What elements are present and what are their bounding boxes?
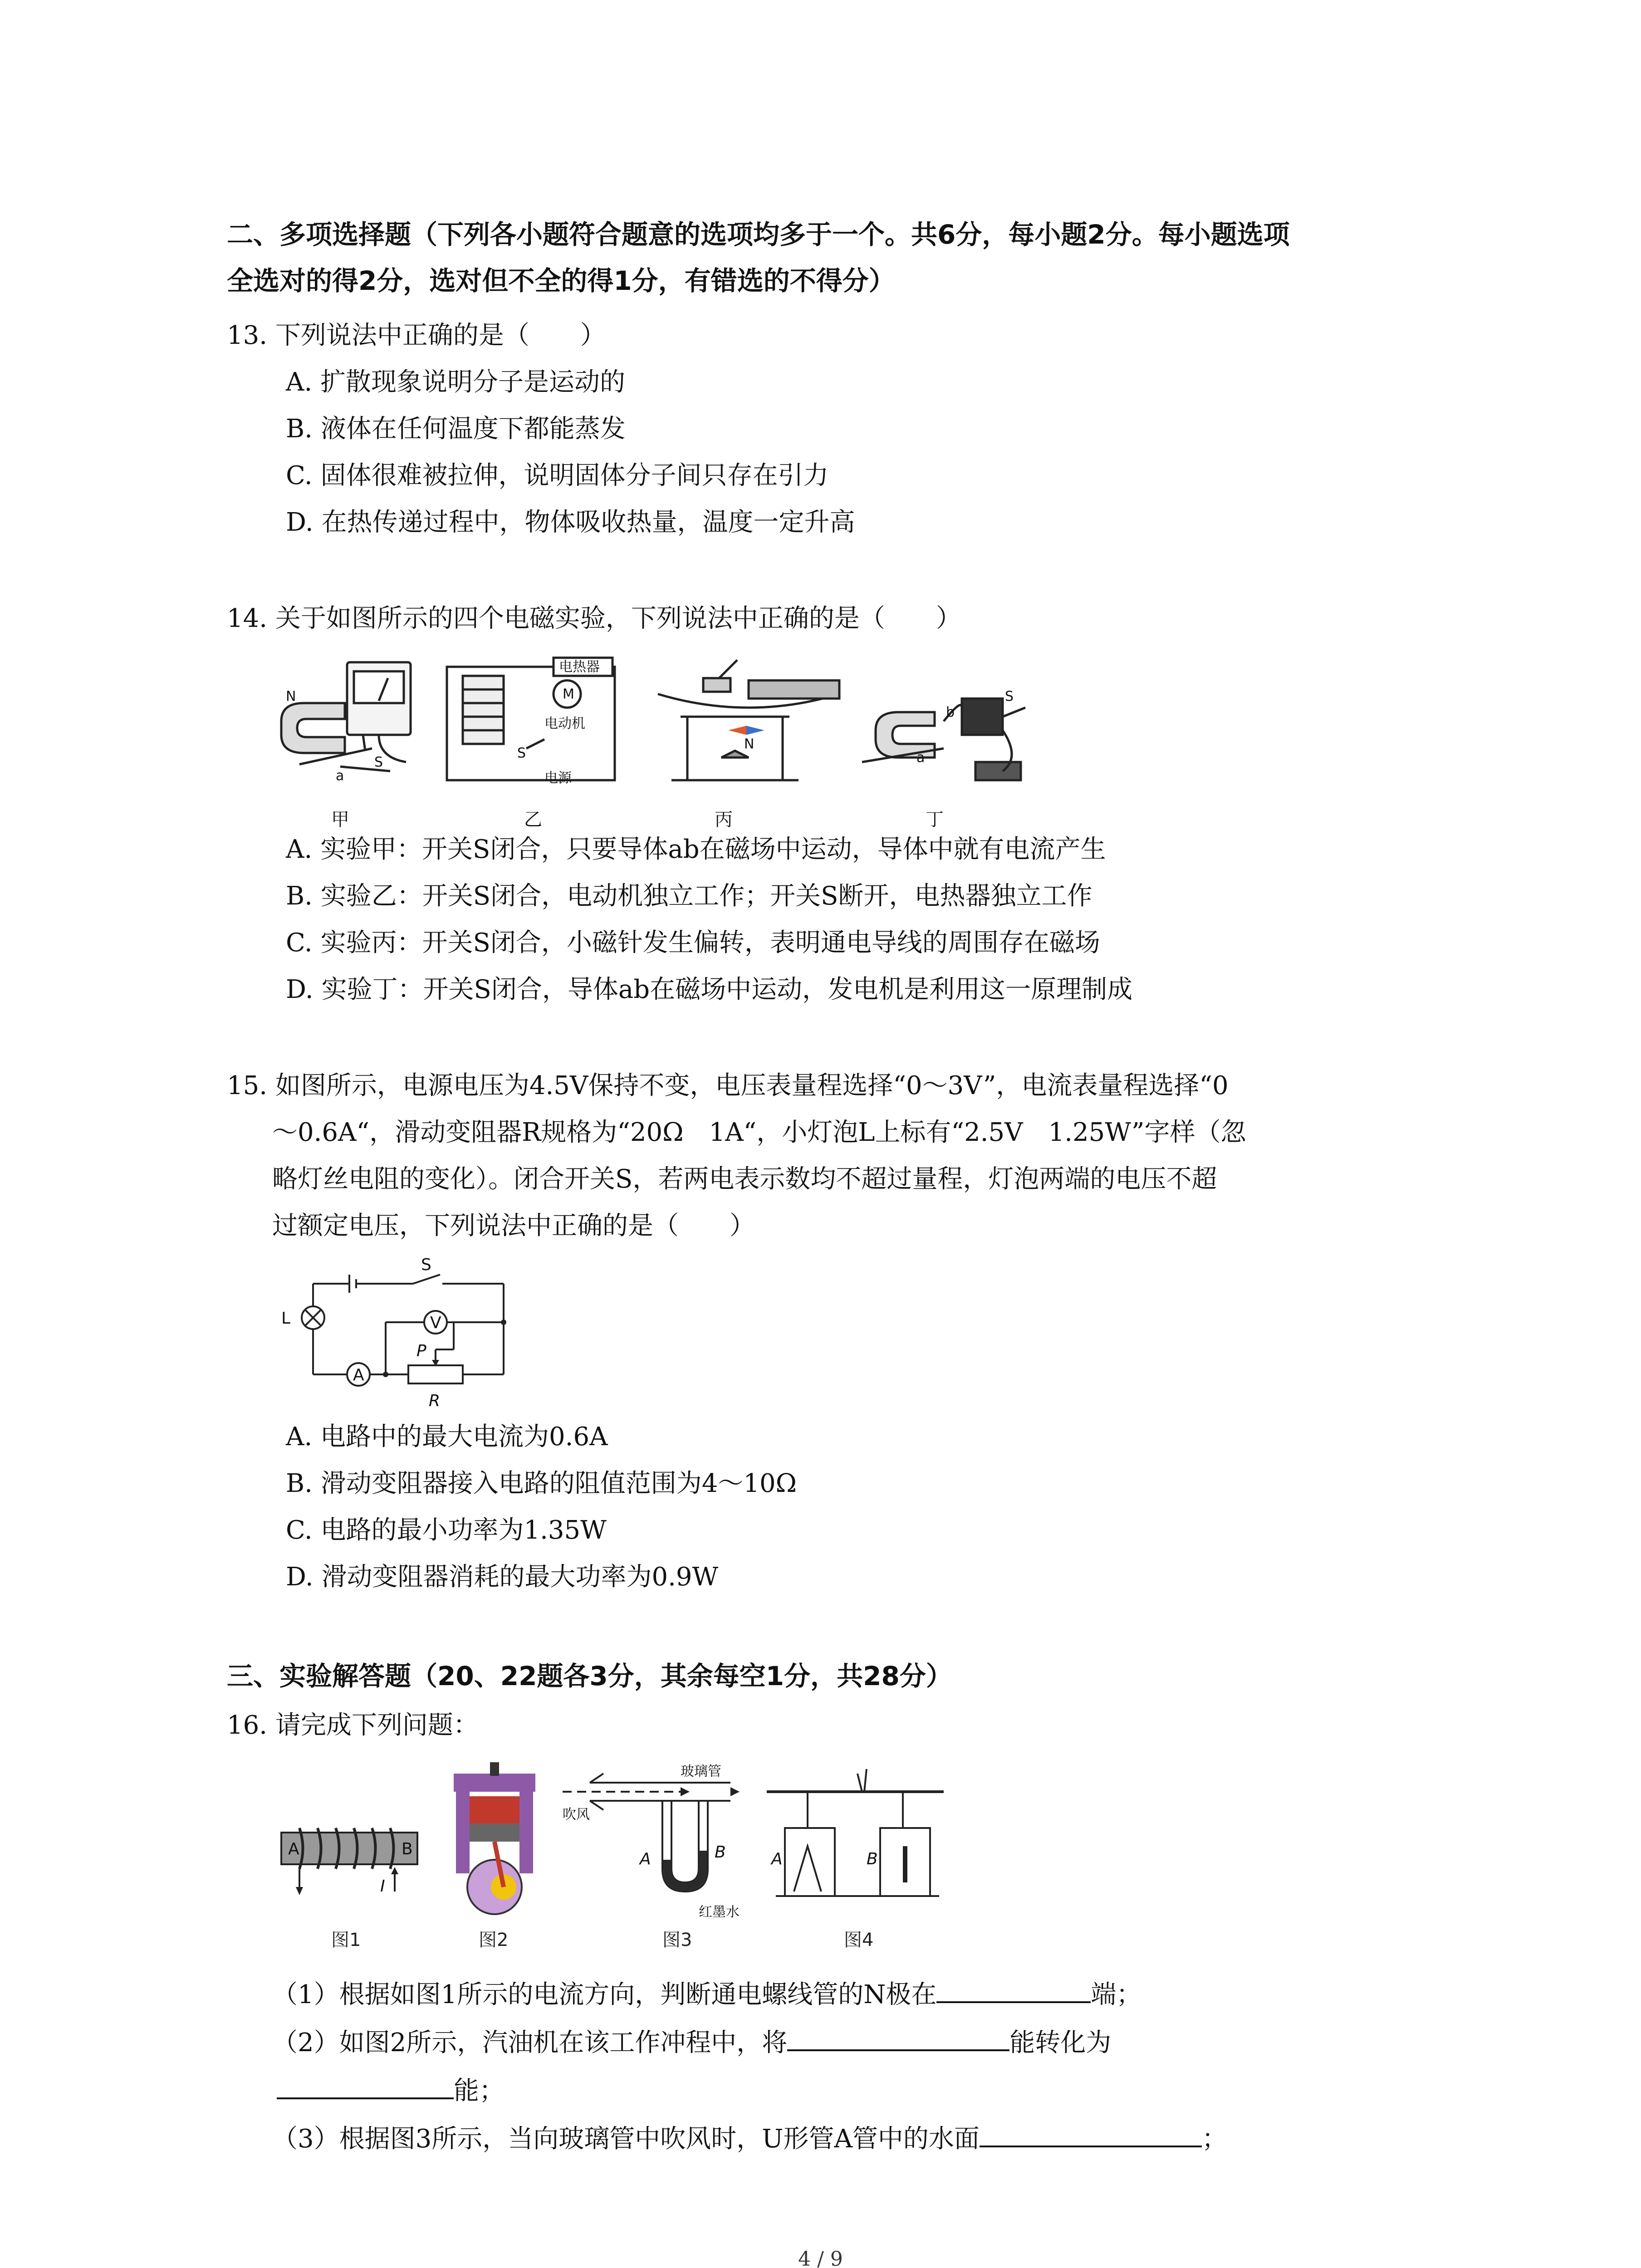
jia-label-s: S [374, 754, 383, 770]
q15-circuit-diagram [272, 1256, 554, 1420]
q14-option-a: A. 实验甲：开关S闭合，只要导体ab在磁场中运动，导体中就有电流产生 [286, 835, 1106, 864]
q16-part1-blank[interactable] [936, 2001, 1091, 2003]
fig4-apparatus [767, 1769, 944, 1896]
ding-label-a: a [916, 750, 925, 766]
q14-option-c: C. 实验丙：开关S闭合，小磁针发生偏转，表明通电导线的周围存在磁场 [286, 928, 1100, 958]
yi-label-motor: 电动机 [544, 716, 585, 732]
q13-option-b: B. 液体在任何温度下都能蒸发 [286, 414, 626, 444]
q16-part1-text: （1）根据如图1所示的电流方向，判断通电螺线管的N极在 [272, 1980, 937, 2009]
q15-option-b: B. 滑动变阻器接入电路的阻值范围为4～10Ω [286, 1469, 797, 1498]
q16-part3-blank[interactable] [980, 2146, 1202, 2147]
circuit-label-l: L [281, 1309, 291, 1328]
q14-stem: 14. 关于如图所示的四个电磁实验，下列说法中正确的是（ ） [227, 604, 961, 633]
fig2-caption: 图2 [479, 1930, 509, 1950]
q13-option-c: C. 固体很难被拉伸，说明固体分子间只存在引力 [286, 461, 829, 490]
section2-heading-line1: 二、多项选择题（下列各小题符合题意的选项均多于一个。共6分，每小题2分。每小题选项 [227, 219, 1290, 250]
fig4-caption: 图4 [844, 1930, 874, 1950]
q14-option-d: D. 实验丁：开关S闭合，导体ab在磁场中运动，发电机是利用这一原理制成 [286, 975, 1133, 1004]
bing-label-n: N [744, 736, 754, 752]
q15-option-a: A. 电路中的最大电流为0.6A [286, 1422, 608, 1452]
q16-part3-text: （3）根据图3所示，当向玻璃管中吹风时，U形管A管中的水面 [272, 2124, 980, 2154]
fig3-label-ink: 红墨水 [699, 1904, 740, 1920]
ding-label-s: S [1005, 689, 1014, 704]
section2-heading-line2: 全选对的得2分，选对但不全的得1分，有错选的不得分） [227, 265, 895, 296]
q16-part1 [272, 1982, 1141, 2008]
q15-option-d: D. 滑动变阻器消耗的最大功率为0.9W [286, 1562, 719, 1592]
page-number: 4 / 9 [798, 2248, 843, 2268]
fig3-caption: 图3 [662, 1930, 692, 1950]
q16-part2-end: 能转化为 [1009, 2028, 1112, 2058]
q15-option-c: C. 电路的最小功率为1.35W [286, 1515, 607, 1545]
fig4-label-b: B [867, 1850, 878, 1868]
q15-stem-line2: ～0.6A“，滑动变阻器R规格为“20Ω 1A“，小灯泡L上标有“2.5V 1.25W”字样（忽 [272, 1118, 1246, 1147]
experiment-ding-figure [862, 699, 1025, 780]
fig1-label-a: A [288, 1840, 299, 1858]
fig3-label-blow: 吹风 [563, 1807, 590, 1823]
fig1-caption: 图1 [331, 1930, 361, 1950]
q15-stem-line4: 过额定电压，下列说法中正确的是（ ） [272, 1211, 755, 1241]
circuit-label-a: A [353, 1366, 364, 1384]
caption-ding: 丁 [926, 809, 944, 830]
fig1-label-i: I [380, 1877, 385, 1896]
q13-option-d: D. 在热传递过程中，物体吸收热量，温度一定升高 [286, 508, 855, 537]
q14-figure [272, 653, 1066, 835]
q16-part2 [272, 2030, 1111, 2056]
fig1-solenoid [281, 1828, 417, 1892]
q16-part2-cont-end: 能； [454, 2076, 505, 2106]
yi-label-s: S [517, 745, 526, 761]
q16-part3-end: ； [1201, 2124, 1227, 2154]
jia-label-n: N [286, 689, 296, 704]
caption-bing: 丙 [715, 809, 733, 830]
yi-label-source: 电源 [544, 770, 572, 786]
circuit-label-v: V [430, 1314, 441, 1332]
q15-stem-line1: 15. 如图所示，电源电压为4.5V保持不变，电压表量程选择“0～3V”，电流表量程选择“0 [227, 1071, 1229, 1100]
q13-stem: 13. 下列说法中正确的是（ ） [227, 321, 606, 350]
fig3-label-tube: 玻璃管 [681, 1764, 721, 1779]
fig2-engine [454, 1762, 535, 1914]
q16-part2-continued [277, 2078, 505, 2104]
q16-part2-blank2[interactable] [277, 2097, 454, 2099]
q16-stem: 16. 请完成下列问题： [227, 1711, 479, 1740]
q16-figures [272, 1755, 998, 1950]
section3-heading: 三、实验解答题（20、22题各3分，其余每空1分，共28分） [227, 1661, 952, 1691]
fig1-label-b: B [402, 1840, 413, 1858]
experiment-yi-figure [447, 658, 615, 780]
circuit-label-p: P [416, 1342, 426, 1360]
experiment-bing-figure [658, 660, 839, 780]
q15-stem-line3: 略灯丝电阻的变化）。闭合开关S，若两电表示数均不超过量程，灯泡两端的电压不超 [272, 1164, 1217, 1194]
fig4-label-a: A [771, 1850, 783, 1868]
q16-part3 [272, 2126, 1227, 2152]
experiment-jia-figure [281, 662, 411, 771]
jia-label-a: a [336, 768, 344, 784]
q16-part2-text: （2）如图2所示，汽油机在该工作冲程中，将 [272, 2028, 788, 2058]
yi-label-heater: 电热器 [559, 659, 600, 675]
q16-part2-blank1[interactable] [787, 2049, 1009, 2051]
q14-option-b: B. 实验乙：开关S闭合，电动机独立工作；开关S断开，电热器独立工作 [286, 881, 1092, 911]
yi-label-m: M [563, 686, 574, 702]
circuit-label-s: S [421, 1256, 431, 1274]
circuit-label-r: R [429, 1392, 441, 1410]
fig3-label-b: B [715, 1843, 726, 1862]
caption-yi: 乙 [524, 809, 542, 830]
q13-option-a: A. 扩散现象说明分子是运动的 [286, 367, 626, 397]
q16-part1-end: 端； [1091, 1980, 1142, 2009]
ding-label-b: b [946, 704, 955, 720]
fig3-label-a: A [640, 1850, 651, 1868]
caption-jia: 甲 [331, 809, 349, 830]
